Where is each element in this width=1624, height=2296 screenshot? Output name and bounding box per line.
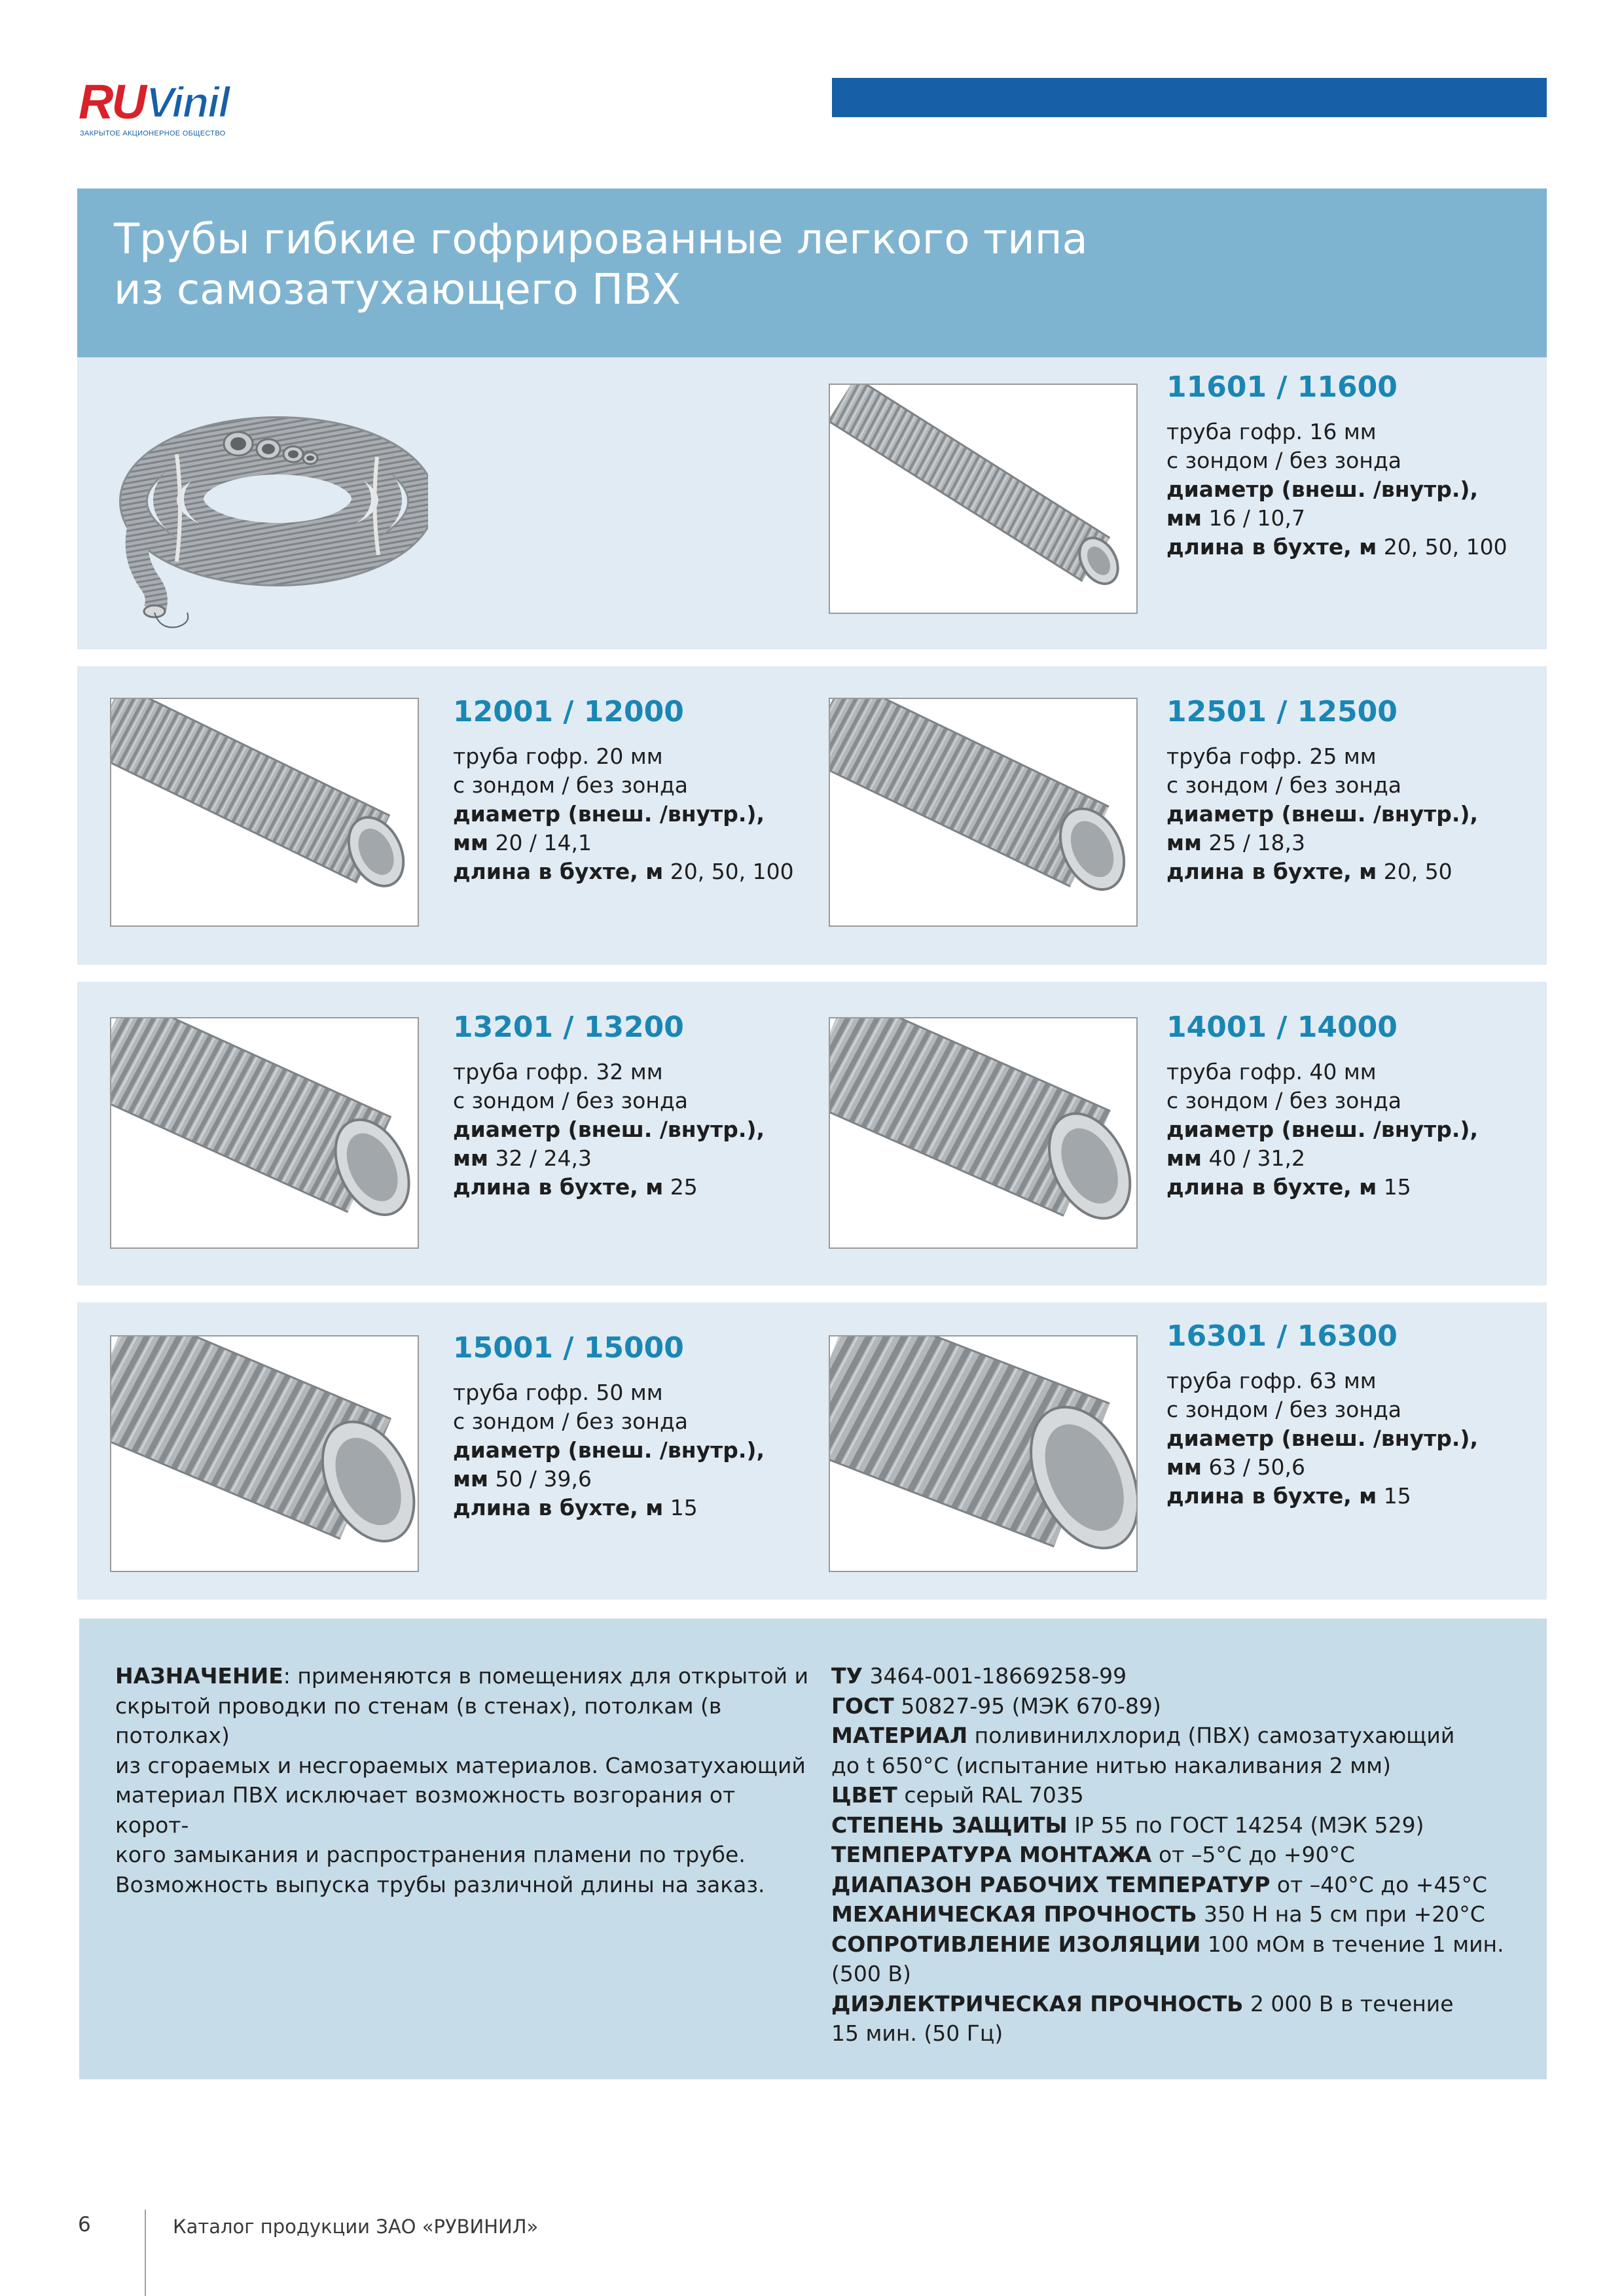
length-label: длина в бухте, м <box>1166 534 1377 560</box>
pipe-image-32mm <box>110 1017 419 1249</box>
diameter-label: диаметр (внеш. /внутр.), <box>1166 1117 1479 1142</box>
spec-label: СТЕПЕНЬ ЗАЩИТЫ <box>831 1812 1068 1838</box>
header-accent-bar <box>832 78 1547 117</box>
diameter-unit: мм <box>1166 505 1202 531</box>
spec-value: до t 650°С (испытание нитью накаливания 2 мм) <box>831 1752 1391 1778</box>
length-value: 25 <box>670 1174 698 1200</box>
logo-ru: RU <box>79 75 145 129</box>
product-name: труба гофр. 50 мм <box>453 1380 663 1405</box>
product-probe: с зондом / без зонда <box>453 1088 688 1113</box>
logo-wordmark <box>79 77 229 127</box>
purpose-line: кого замыкания и распространения пламени по трубе. <box>115 1842 746 1867</box>
spec-item <box>831 1721 1525 1751</box>
diameter-label: диаметр (внеш. /внутр.), <box>453 1117 765 1142</box>
spec-label: ДИЭЛЕКТРИЧЕСКАЯ ПРОЧНОСТЬ <box>831 1990 1244 2017</box>
spec-value: 50827-95 (МЭК 670-89) <box>893 1693 1161 1719</box>
spec-value: от –5°С до +90°С <box>1151 1842 1356 1867</box>
ruvinil-logo <box>79 75 229 143</box>
product-description <box>1166 742 1478 886</box>
product-description <box>1166 1058 1478 1202</box>
spec-item <box>831 1899 1525 1929</box>
spec-item <box>831 1780 1525 1810</box>
page-title-line-1: Трубы гибкие гофрированные легкого типа <box>114 215 1088 264</box>
spec-value: 100 мОм в течение 1 мин. <box>1200 1931 1504 1957</box>
spec-item <box>831 1810 1525 1840</box>
spec-item <box>831 1751 1525 1781</box>
diameter-label: диаметр (внеш. /внутр.), <box>1166 1426 1479 1451</box>
spec-label: МЕХАНИЧЕСКАЯ ПРОЧНОСТЬ <box>831 1901 1197 1927</box>
product-name: труба гофр. 40 мм <box>1166 1059 1377 1085</box>
product-info-15001 <box>453 1330 765 1522</box>
pipe-image-40mm <box>829 1017 1138 1249</box>
purpose-line: материал ПВХ исключает возможность возгорания от корот- <box>115 1782 736 1838</box>
spec-value: поливинилхлорид (ПВХ) самозатухающий <box>967 1723 1455 1748</box>
page-title-line-2: из самозатухающего ПВХ <box>114 266 681 314</box>
spec-label: ТУ <box>831 1663 863 1689</box>
spec-value: от –40°С до +45°С <box>1270 1871 1487 1897</box>
spec-item <box>831 1661 1525 1691</box>
product-name: труба гофр. 32 мм <box>453 1059 663 1085</box>
pipe-image-16mm <box>829 384 1138 614</box>
length-label: длина в бухте, м <box>453 1174 664 1200</box>
diameter-unit: мм <box>1166 1145 1202 1171</box>
diameter-unit: мм <box>453 830 488 855</box>
product-info-12001 <box>453 694 794 886</box>
spec-label: ЦВЕТ <box>831 1782 897 1808</box>
spec-value: 3464-001-18669258-99 <box>862 1663 1127 1689</box>
length-value: 15 <box>1383 1174 1411 1200</box>
product-name: труба гофр. 20 мм <box>453 744 663 769</box>
diameter-label: диаметр (внеш. /внутр.), <box>1166 801 1479 827</box>
specifications-block <box>79 1619 1547 2079</box>
spec-item <box>831 1691 1525 1721</box>
product-code: 14001 / 14000 <box>1166 1011 1398 1044</box>
pipe-image-25mm <box>829 698 1138 927</box>
spec-value: IP 55 по ГОСТ 14254 (МЭК 529) <box>1067 1812 1424 1838</box>
length-label: длина в бухте, м <box>1166 1174 1377 1200</box>
diameter-label: диаметр (внеш. /внутр.), <box>453 801 765 827</box>
product-probe: с зондом / без зонда <box>453 772 688 798</box>
diameter-label: диаметр (внеш. /внутр.), <box>1166 476 1479 502</box>
footer-divider <box>145 2210 146 2296</box>
product-name: труба гофр. 63 мм <box>1166 1368 1377 1393</box>
diameter-unit: мм <box>1166 830 1202 855</box>
spec-value: серый RAL 7035 <box>897 1782 1084 1808</box>
product-info-16301 <box>1166 1318 1478 1511</box>
product-description <box>453 1058 765 1202</box>
spec-item <box>831 1989 1525 2019</box>
product-row-1 <box>77 357 1547 649</box>
product-code: 11601 / 11600 <box>1166 370 1398 404</box>
product-row-2 <box>77 666 1547 965</box>
product-info-14001 <box>1166 1009 1478 1202</box>
length-value: 20, 50, 100 <box>670 859 794 884</box>
diameter-value: 16 / 10,7 <box>1208 505 1306 531</box>
spec-value: 350 Н на 5 см при +20°С <box>1197 1901 1485 1927</box>
product-probe: с зондом / без зонда <box>1166 1088 1401 1113</box>
spec-value: 2 000 В в течение <box>1243 1990 1454 2017</box>
purpose-line: скрытой проводки по стенам (в стенах), потолкам (в потолках) <box>115 1693 722 1748</box>
product-code: 13201 / 13200 <box>453 1011 684 1044</box>
length-value: 15 <box>670 1495 698 1520</box>
purpose-line: : применяются в помещениях для открытой и <box>283 1663 809 1689</box>
product-description <box>453 742 794 886</box>
product-description <box>1166 1367 1478 1511</box>
purpose-line: из сгораемых и несгораемых материалов. Самозатухающий <box>115 1752 806 1778</box>
diameter-unit: мм <box>453 1466 488 1492</box>
pipe-image-50mm <box>110 1335 419 1572</box>
product-row-3 <box>77 982 1547 1285</box>
diameter-value: 63 / 50,6 <box>1208 1454 1306 1480</box>
length-label: длина в бухте, м <box>1166 859 1377 884</box>
diameter-value: 50 / 39,6 <box>495 1466 592 1492</box>
product-probe: с зондом / без зонда <box>1166 772 1401 798</box>
title-band <box>77 188 1547 357</box>
diameter-value: 25 / 18,3 <box>1208 830 1306 855</box>
length-label: длина в бухте, м <box>1166 1483 1377 1509</box>
product-info-11601 <box>1166 369 1507 562</box>
spec-item <box>831 1959 1525 1989</box>
spec-label: СОПРОТИВЛЕНИЕ ИЗОЛЯЦИИ <box>831 1931 1201 1957</box>
diameter-value: 20 / 14,1 <box>495 830 592 855</box>
product-probe: с зондом / без зонда <box>453 1408 688 1434</box>
pipe-coil-image <box>114 384 428 632</box>
purpose-text <box>115 1661 809 1899</box>
pipe-image-63mm <box>829 1335 1138 1572</box>
product-code: 15001 / 15000 <box>453 1331 684 1365</box>
diameter-unit: мм <box>453 1145 488 1171</box>
product-code: 16301 / 16300 <box>1166 1319 1398 1353</box>
product-row-4 <box>77 1302 1547 1600</box>
product-probe: с зондом / без зонда <box>1166 1397 1401 1422</box>
spec-label: МАТЕРИАЛ <box>831 1723 968 1748</box>
length-value: 20, 50 <box>1383 859 1453 884</box>
diameter-value: 32 / 24,3 <box>495 1145 592 1171</box>
spec-value: 15 мин. (50 Гц) <box>831 2020 1003 2046</box>
diameter-label: диаметр (внеш. /внутр.), <box>453 1437 765 1463</box>
product-info-12501 <box>1166 694 1478 886</box>
spec-label: ГОСТ <box>831 1693 894 1719</box>
diameter-unit: мм <box>1166 1454 1202 1480</box>
length-label: длина в бухте, м <box>453 1495 664 1520</box>
purpose-line: Возможность выпуска трубы различной длины на заказ. <box>115 1871 765 1897</box>
product-probe: с зондом / без зонда <box>1166 448 1401 473</box>
spec-label: ДИАПАЗОН РАБОЧИХ ТЕМПЕРАТУР <box>831 1871 1271 1897</box>
pipe-image-20mm <box>110 698 419 927</box>
product-description <box>1166 418 1507 562</box>
product-name: труба гофр. 25 мм <box>1166 744 1377 769</box>
product-name: труба гофр. 16 мм <box>1166 419 1377 444</box>
length-value: 20, 50, 100 <box>1383 534 1507 560</box>
spec-value: (500 В) <box>831 1961 911 1986</box>
page-number: 6 <box>78 2213 91 2236</box>
product-code: 12001 / 12000 <box>453 695 684 728</box>
spec-item <box>831 1840 1525 1870</box>
spec-label: ТЕМПЕРАТУРА МОНТАЖА <box>831 1842 1152 1867</box>
product-code: 12501 / 12500 <box>1166 695 1398 728</box>
spec-item <box>831 1929 1525 1960</box>
spec-item <box>831 1870 1525 1900</box>
footer-catalog-title: Каталог продукции ЗАО «РУВИНИЛ» <box>173 2215 539 2238</box>
logo-subtitle: ЗАКРЫТОЕ АКЦИОНЕРНОЕ ОБЩЕСТВО <box>80 130 226 137</box>
spec-item <box>831 2018 1525 2049</box>
product-description <box>453 1378 765 1522</box>
product-info-13201 <box>453 1009 765 1202</box>
length-label: длина в бухте, м <box>453 859 664 884</box>
logo-vinil: Vinil <box>145 78 229 126</box>
diameter-value: 40 / 31,2 <box>1208 1145 1306 1171</box>
length-value: 15 <box>1383 1483 1411 1509</box>
purpose-label: НАЗНАЧЕНИЕ <box>115 1663 283 1689</box>
spec-list <box>831 1661 1525 2049</box>
